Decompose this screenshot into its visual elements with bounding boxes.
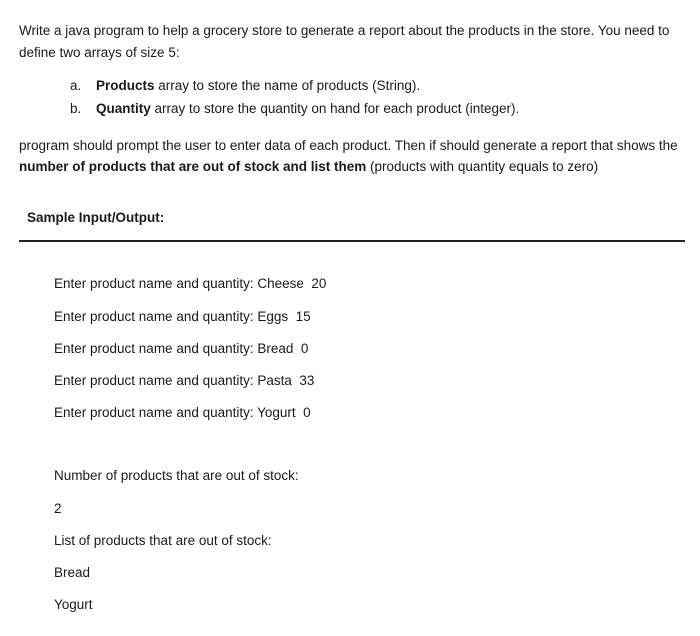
- sample-input-line: Enter product name and quantity: Bread 0: [54, 341, 309, 356]
- requirement-desc: array to store the name of products (String).: [154, 78, 421, 93]
- list-marker: a.: [70, 78, 82, 93]
- list-marker: b.: [70, 101, 82, 116]
- intro-paragraph: Write a java program to help a grocery store to generate a report about the products in the store. You need to define two arrays of size 5:: [19, 23, 670, 60]
- out-of-stock-label: Number of products that are out of stock:: [54, 468, 299, 483]
- requirement-name: Quantity: [96, 101, 151, 116]
- program-desc-part1: program should prompt the user to enter data of each product. Then if should generate a report that shows the: [19, 138, 678, 153]
- requirements-list: [70, 74, 519, 120]
- requirement-name: Products: [96, 78, 155, 93]
- program-description: [19, 135, 679, 177]
- out-of-stock-item: Yogurt: [54, 597, 93, 612]
- sample-input-line: Enter product name and quantity: Cheese 20: [54, 276, 327, 291]
- out-of-stock-list-label: List of products that are out of stock:: [54, 533, 272, 548]
- sample-io-heading: Sample Input/Output:: [27, 210, 165, 225]
- sample-input-line: Enter product name and quantity: Eggs 15: [54, 309, 311, 324]
- requirement-item-quantity: [70, 97, 519, 120]
- sample-input-line: Enter product name and quantity: Yogurt 0: [54, 405, 311, 420]
- requirement-desc: array to store the quantity on hand for each product (integer).: [150, 101, 520, 116]
- program-desc-bold: number of products that are out of stock and list them: [19, 159, 367, 174]
- out-of-stock-count: 2: [54, 501, 62, 516]
- section-divider: [19, 240, 685, 242]
- out-of-stock-item: Bread: [54, 565, 91, 580]
- sample-input-line: Enter product name and quantity: Pasta 33: [54, 373, 315, 388]
- program-desc-part2: (products with quantity equals to zero): [366, 159, 599, 174]
- requirement-item-products: [70, 74, 519, 97]
